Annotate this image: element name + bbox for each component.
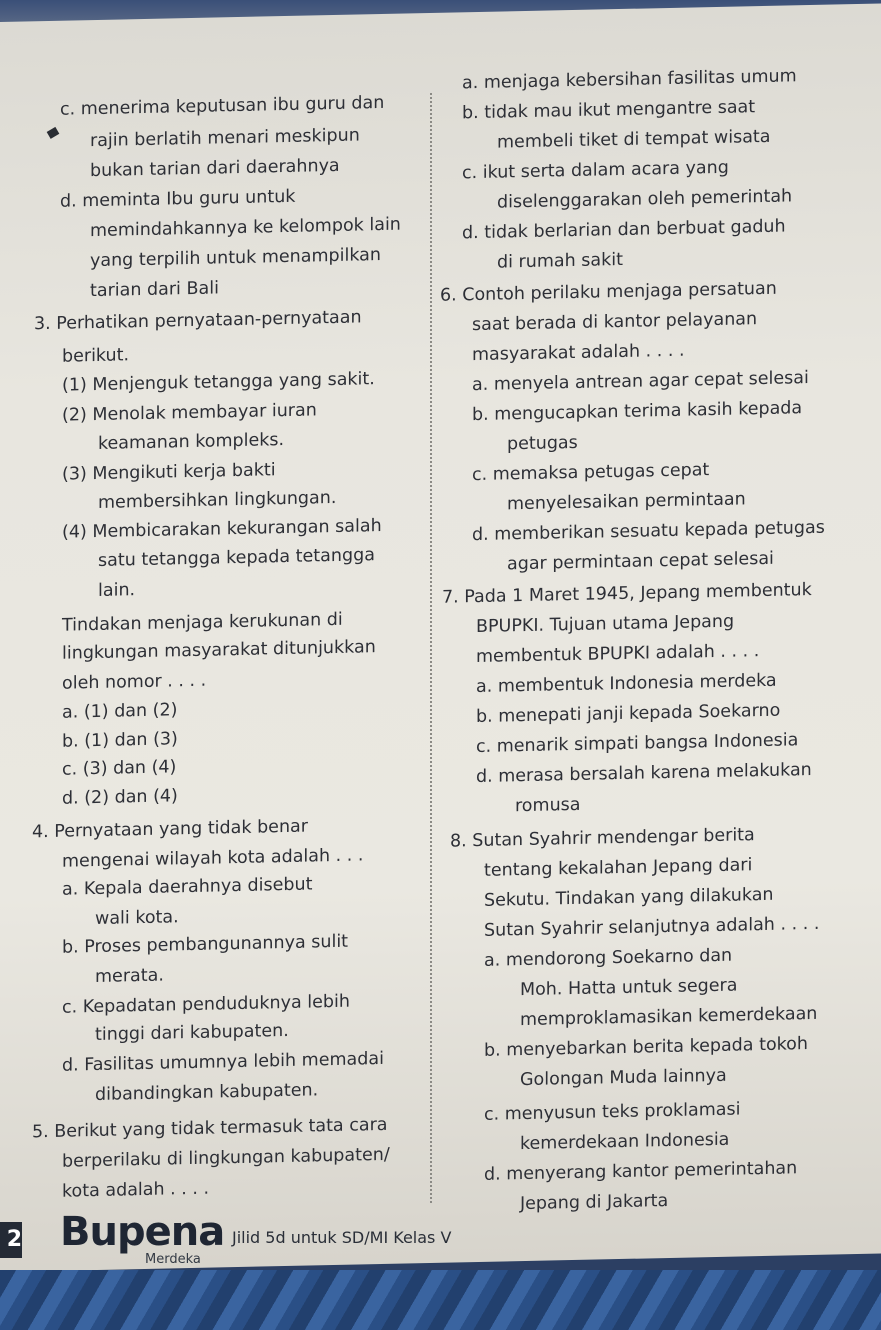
answer-option: d. merasa bersalah karena melakukan bbox=[476, 759, 812, 788]
answer-option: c. ikut serta dalam acara yang bbox=[462, 157, 729, 184]
text-line: petugas bbox=[507, 432, 578, 455]
text-line: (2) Menolak membayar iuran bbox=[62, 400, 317, 426]
brand-logo: Bupena bbox=[60, 1209, 225, 1255]
background-bottom bbox=[0, 1270, 881, 1330]
answer-option: b. tidak mau ikut mengantre saat bbox=[462, 97, 756, 124]
text-line: bukan tarian dari daerahnya bbox=[90, 155, 340, 182]
answer-option: d. Fasilitas umumnya lebih memadai bbox=[62, 1048, 384, 1076]
text-line: saat berada di kantor pelayanan bbox=[472, 309, 758, 336]
text-line: merata. bbox=[95, 965, 164, 988]
answer-option: b. menepati janji kepada Soekarno bbox=[476, 700, 781, 728]
answer-option: c. (3) dan (4) bbox=[62, 757, 177, 780]
text-line: c. menerima keputusan ibu guru dan bbox=[60, 92, 385, 120]
text-line: Tindakan menjaga kerukunan di bbox=[62, 609, 343, 636]
answer-option: c. Kepadatan penduduknya lebih bbox=[62, 991, 350, 1018]
text-line: satu tetangga kepada tetangga bbox=[98, 545, 375, 571]
answer-option: b. Proses pembangunannya sulit bbox=[62, 931, 349, 958]
text-line: membentuk BPUPKI adalah . . . . bbox=[476, 641, 760, 668]
text-line: (1) Menjenguk tetangga yang sakit. bbox=[62, 369, 375, 396]
text-line: Golongan Muda lainnya bbox=[520, 1065, 727, 1091]
text-line: diselenggarakan oleh pemerintah bbox=[497, 186, 793, 213]
answer-option: a. menyela antrean agar cepat selesai bbox=[472, 368, 809, 396]
answer-option: a. membentuk Indonesia merdeka bbox=[476, 670, 777, 698]
text-line: membersihkan lingkungan. bbox=[98, 487, 337, 513]
text-line: berperilaku di lingkungan kabupaten/ bbox=[62, 1144, 390, 1172]
text-line: tarian dari Bali bbox=[90, 278, 219, 302]
text-line: membeli tiket di tempat wisata bbox=[497, 126, 771, 153]
text-line: tinggi dari kabupaten. bbox=[95, 1020, 289, 1046]
text-line: mengenai wilayah kota adalah . . . bbox=[62, 845, 364, 872]
text-line: (3) Mengikuti kerja bakti bbox=[62, 460, 276, 485]
text-line: kota adalah . . . . bbox=[62, 1178, 210, 1202]
answer-option: a. mendorong Soekarno dan bbox=[484, 945, 733, 971]
text-line: di rumah sakit bbox=[497, 249, 623, 273]
answer-option: c. menarik simpati bangsa Indonesia bbox=[476, 730, 799, 758]
text-line: Moh. Hatta untuk segera bbox=[520, 975, 738, 1001]
text-line: Sekutu. Tindakan yang dilakukan bbox=[484, 884, 774, 911]
question-3: 3. Perhatikan pernyataan-pernyataan bbox=[34, 307, 362, 335]
answer-option: d. tidak berlarian dan berbuat gaduh bbox=[462, 216, 786, 244]
text-line: kemerdekaan Indonesia bbox=[520, 1129, 730, 1155]
answer-option: b. mengucapkan terima kasih kepada bbox=[472, 398, 803, 426]
answer-option: b. menyebarkan berita kepada tokoh bbox=[484, 1034, 808, 1061]
text-line: wali kota. bbox=[95, 907, 179, 930]
text-line: tentang kekalahan Jepang dari bbox=[484, 855, 753, 881]
text-line: Jepang di Jakarta bbox=[520, 1191, 669, 1215]
text-line: berikut. bbox=[62, 345, 130, 367]
text-line: agar permintaan cepat selesai bbox=[507, 548, 774, 575]
page-number: 2 bbox=[0, 1222, 22, 1258]
edition-label: Jilid 5d untuk SD/MI Kelas V bbox=[232, 1228, 452, 1247]
pencil-mark-icon bbox=[47, 127, 60, 139]
question-6: 6. Contoh perilaku menjaga persatuan bbox=[440, 278, 777, 306]
text-line: lingkungan masyarakat ditunjukkan bbox=[62, 637, 376, 664]
text-line: romusa bbox=[515, 794, 581, 817]
answer-option: b. (1) dan (3) bbox=[62, 729, 178, 752]
text-line: BPUPKI. Tujuan utama Jepang bbox=[476, 611, 735, 638]
question-7: 7. Pada 1 Maret 1945, Jepang membentuk bbox=[442, 579, 812, 608]
text-line: yang terpilih untuk menampilkan bbox=[90, 245, 381, 272]
answer-option: a. Kepala daerahnya disebut bbox=[62, 874, 313, 900]
question-8: 8. Sutan Syahrir mendengar berita bbox=[450, 825, 755, 852]
text-line: keamanan kompleks. bbox=[98, 430, 285, 454]
text-line: dibandingkan kabupaten. bbox=[95, 1080, 319, 1106]
text-line: memproklamasikan kemerdekaan bbox=[520, 1003, 818, 1031]
column-divider bbox=[430, 93, 432, 1203]
answer-option: d. (2) dan (4) bbox=[62, 786, 178, 809]
answer-option: d. memberikan sesuatu kepada petugas bbox=[472, 517, 825, 546]
question-4: 4. Pernyataan yang tidak benar bbox=[32, 816, 308, 843]
text-line: (4) Membicarakan kekurangan salah bbox=[62, 516, 382, 543]
text-line: lain. bbox=[98, 580, 136, 601]
text-line: oleh nomor . . . . bbox=[62, 670, 207, 694]
answer-option: c. menyusun teks proklamasi bbox=[484, 1099, 741, 1125]
text-line: rajin berlatih menari meskipun bbox=[90, 125, 360, 152]
answer-option: a. menjaga kebersihan fasilitas umum bbox=[462, 66, 797, 94]
text-line: masyarakat adalah . . . . bbox=[472, 340, 685, 366]
question-5: 5. Berikut yang tidak termasuk tata cara bbox=[32, 1114, 388, 1143]
answer-option: a. (1) dan (2) bbox=[62, 700, 178, 723]
text-line: Sutan Syahrir selanjutnya adalah . . . . bbox=[484, 913, 820, 941]
answer-option: c. memaksa petugas cepat bbox=[472, 460, 710, 486]
text-line: memindahkannya ke kelompok lain bbox=[90, 214, 401, 242]
text-line: menyelesaikan permintaan bbox=[507, 489, 746, 515]
book-page bbox=[0, 4, 881, 1272]
answer-option: d. menyerang kantor pemerintahan bbox=[484, 1158, 798, 1185]
text-line: d. meminta Ibu guru untuk bbox=[60, 186, 296, 212]
brand-subtitle: Merdeka bbox=[145, 1252, 201, 1267]
